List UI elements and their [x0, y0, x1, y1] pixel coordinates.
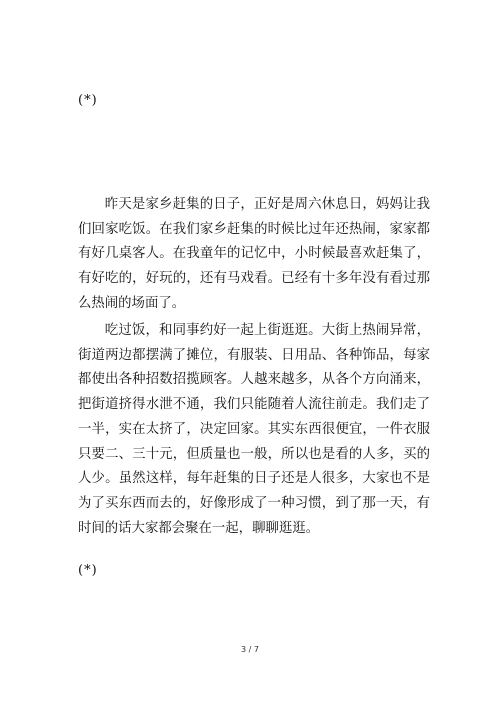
- paragraph-2: 吃过饭，和同事约好一起上街逛逛。大街上热闹异常，街道两边都摆满了摊位，有服装、日用品、各种饰品，每家都使出各种招数招揽顾客。人越来越多，从各个方向涌来，把街道挤得水泄不通，我们只能随着人流往前走。我们走了一半，实在太挤了，决定回家。其实东西很便宜，一件衣服只要二、三十元，但质量也一般，所以也是看的人多，买的人少。虽然这样，每年赶集的日子还是人很多，大家也不是为了买东西而去的，好像形成了一种习惯，到了那一天，有时间的话大家都会聚在一起，聊聊逛逛。: [78, 323, 430, 536]
- section-marker-bottom: (*): [78, 563, 98, 578]
- section-marker-top: (*): [78, 93, 98, 108]
- page-number: 3 / 7: [241, 645, 259, 654]
- paragraph-1: 昨天是家乡赶集的日子，正好是周六休息日，妈妈让我们回家吃饭。在我们家乡赶集的时候比过年还热闹，家家都有好几桌客人。在我童年的记忆中，小时候最喜欢赶集了，有好吃的，好玩的，还有马戏看。已经有十多年没有看过那么热闹的场面了。: [78, 197, 430, 311]
